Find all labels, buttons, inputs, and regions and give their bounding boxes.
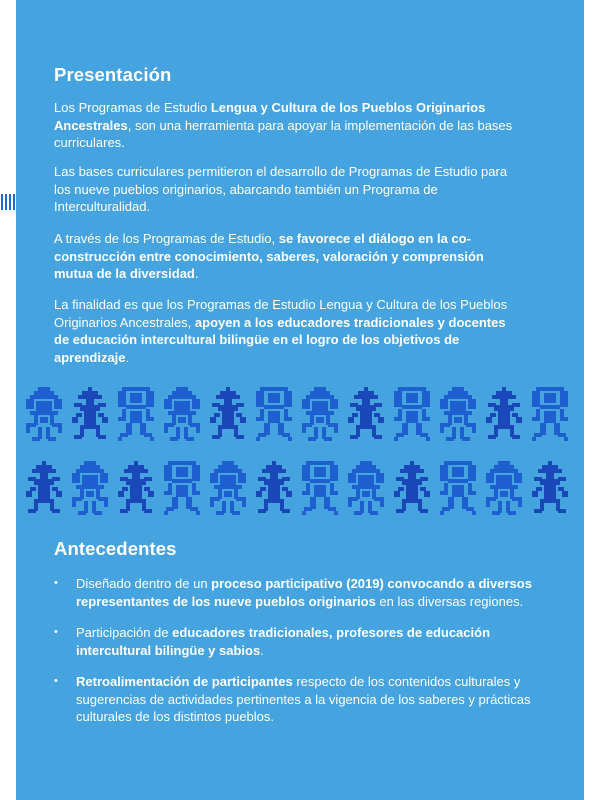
- bold-text: apoyen a los educadores tradicionales y docentes de educación intercultural bilingüe en el logro de los objetivos de aprendizaje: [54, 314, 506, 365]
- text-run: Las bases curriculares permitieron el desarrollo de Programas de Estudio para los nueve pueblos originarios, abarcando también un Programa de Interculturalidad.: [54, 164, 508, 214]
- list-item: [54, 624, 534, 659]
- text-run: .: [194, 266, 199, 281]
- paragraph-3: [54, 230, 524, 283]
- text-run: La finalidad es que los Programas de Estudio Lengua y Cultura de los Pueblos Originarios Ancestrales,: [54, 297, 508, 330]
- bold-text: educadores tradicionales, profesores de educación intercultural bilingüe y sabios: [76, 625, 491, 658]
- text-run: Los Programas de Estudio: [54, 100, 211, 115]
- list-item: [54, 673, 534, 726]
- text-run: , son una herramienta para apoyar la implementación de las bases curriculares.: [54, 117, 513, 150]
- bold-text: se favorece el diálogo en la co-construcción entre conocimiento, saberes, valoración y comprensión mutua de la diversidad: [54, 231, 484, 281]
- paragraph-2: [54, 163, 524, 216]
- text-run: respecto de los contenidos culturales y sugerencias de actividades pertinentes a la vigencia de los saberes y prácticas culturales de los distintos pueblos.: [76, 674, 531, 724]
- section-title-presentacion: Presentación: [54, 64, 172, 85]
- section-title-antecedentes: Antecedentes: [54, 538, 177, 559]
- bold-text: Retroalimentación de participantes: [76, 674, 293, 689]
- bold-text: proceso participativo (2019) convocando a diversos representantes de los nueve pueblos originarios: [76, 576, 532, 609]
- list-item: [54, 575, 534, 610]
- paragraph-4: [54, 296, 524, 366]
- text-run: Participación de: [76, 625, 173, 640]
- text-run: en las diversas regiones.: [375, 593, 524, 609]
- text-run: .: [260, 642, 264, 658]
- text-run: Diseñado dentro de un: [76, 576, 212, 591]
- ancestral-motif-band: [24, 385, 580, 525]
- antecedentes-list: [54, 575, 534, 726]
- paragraph-1: [54, 99, 524, 152]
- text-run: A través de los Programas de Estudio,: [54, 231, 279, 246]
- edge-tab-marks: [0, 194, 17, 210]
- bold-text: Lengua y Cultura de los Pueblos Originarios Ancestrales: [54, 100, 486, 133]
- text-run: .: [125, 349, 130, 365]
